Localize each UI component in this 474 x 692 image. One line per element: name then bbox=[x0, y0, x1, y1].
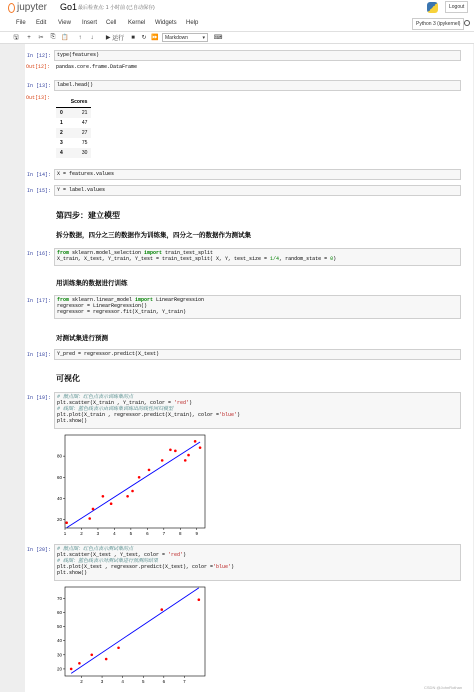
table-index: 3 bbox=[60, 140, 63, 146]
code-line: label.head() bbox=[57, 82, 94, 88]
y-tick-label: 20 bbox=[56, 517, 62, 523]
code-comment: # 线图：蓝色线表示由训练集训练出的线性回归模型 bbox=[57, 406, 174, 412]
code-string: 'red' bbox=[174, 400, 190, 406]
code-text: , random_state = bbox=[279, 256, 331, 262]
heading-visualize: 可视化 bbox=[56, 374, 80, 383]
y-tick-label: 60 bbox=[56, 474, 62, 480]
code-text: ) bbox=[189, 400, 193, 406]
menu-insert[interactable]: Insert bbox=[82, 20, 98, 26]
code-text: sklearn.model_selection bbox=[69, 250, 145, 256]
menu-kernel[interactable]: Kernel bbox=[128, 20, 146, 26]
y-tick-label: 30 bbox=[56, 652, 62, 658]
cell-prompt: In [19]: bbox=[27, 395, 52, 401]
jupyter-logo-text: jupyter bbox=[17, 2, 48, 13]
table-cell: 75 bbox=[81, 140, 88, 146]
cut-icon[interactable]: ✂ bbox=[38, 35, 44, 41]
move-down-icon[interactable]: ↓ bbox=[90, 34, 94, 41]
scatter-plot-train bbox=[55, 432, 211, 540]
menubar bbox=[0, 16, 474, 32]
output-text: pandas.core.frame.DataFrame bbox=[56, 64, 138, 70]
x-tick-label: 2 bbox=[80, 679, 83, 684]
table-row bbox=[56, 138, 91, 148]
cell-type-value: Markdown bbox=[165, 35, 189, 41]
chevron-down-icon: ▾ bbox=[202, 35, 205, 41]
output-prompt: Out[13]: bbox=[26, 95, 51, 101]
data-point bbox=[138, 476, 141, 479]
code-text: ) bbox=[183, 552, 187, 558]
code-string: 'blue' bbox=[219, 412, 238, 418]
data-point bbox=[198, 598, 201, 601]
x-tick-label: 7 bbox=[183, 679, 186, 684]
data-point bbox=[117, 646, 120, 649]
code-cell-input[interactable] bbox=[54, 50, 461, 61]
x-tick-label: 8 bbox=[179, 531, 182, 536]
notebook-name[interactable]: Go1 bbox=[60, 2, 78, 12]
keyboard-icon[interactable]: ⌨ bbox=[213, 35, 223, 41]
notebook-container bbox=[25, 44, 473, 692]
x-tick-label: 4 bbox=[113, 531, 116, 536]
y-tick-label: 60 bbox=[56, 609, 62, 615]
menu-widgets[interactable]: Widgets bbox=[155, 20, 177, 26]
code-cell-input[interactable] bbox=[54, 392, 461, 429]
table-cell: 21 bbox=[67, 108, 92, 119]
table-row bbox=[56, 118, 91, 128]
cell-prompt: In [18]: bbox=[27, 352, 52, 358]
copy-icon[interactable]: ⎘ bbox=[50, 34, 56, 40]
data-point bbox=[161, 459, 164, 462]
code-cell-input[interactable] bbox=[54, 80, 461, 91]
y-tick-label: 50 bbox=[56, 624, 62, 630]
heading-split: 拆分数据，四分之三的数据作为训练集，四分之一的数据作为测试集 bbox=[56, 232, 251, 239]
data-point bbox=[194, 440, 197, 443]
data-point bbox=[78, 662, 81, 665]
x-tick-label: 2 bbox=[80, 531, 83, 536]
scatter-plot-test bbox=[55, 584, 211, 689]
y-tick-label: 70 bbox=[56, 595, 62, 601]
code-keyword: import bbox=[144, 250, 163, 256]
table-column-header: Scores bbox=[67, 97, 92, 108]
x-tick-label: 7 bbox=[162, 531, 166, 536]
y-tick-label: 40 bbox=[56, 495, 62, 501]
code-line: plt.show() bbox=[57, 418, 88, 424]
code-line: plt.show() bbox=[57, 570, 88, 576]
code-line: type(features) bbox=[57, 52, 100, 58]
python-logo-icon bbox=[427, 2, 438, 13]
table-cell: 47 bbox=[81, 120, 88, 126]
code-number: 1/4 bbox=[270, 256, 280, 262]
code-cell-input[interactable] bbox=[54, 169, 461, 180]
menu-file[interactable]: File bbox=[16, 20, 26, 26]
cell-type-select[interactable] bbox=[162, 33, 208, 42]
code-number: 0 bbox=[330, 256, 334, 262]
y-tick-label: 80 bbox=[56, 453, 62, 459]
data-point bbox=[148, 469, 151, 472]
plot-frame bbox=[65, 587, 205, 676]
run-button[interactable]: ▶ 运行 bbox=[105, 35, 125, 42]
code-cell-input[interactable] bbox=[54, 248, 461, 266]
restart-run-icon[interactable]: ⏩ bbox=[151, 35, 159, 41]
cell-prompt: In [17]: bbox=[27, 298, 52, 304]
table-cell: 27 bbox=[67, 128, 92, 138]
x-tick-label: 6 bbox=[146, 531, 149, 536]
y-tick-label: 40 bbox=[56, 638, 62, 644]
table-row bbox=[56, 148, 91, 158]
code-text: ) bbox=[231, 564, 235, 570]
code-text: plt.scatter(X_test , Y_test, color = bbox=[57, 552, 169, 558]
toolbar bbox=[0, 32, 474, 44]
code-cell-input[interactable] bbox=[54, 185, 461, 196]
cell-prompt: In [12]: bbox=[27, 53, 52, 59]
code-line: regressor = regressor.fit(X_train, Y_train) bbox=[57, 309, 187, 315]
cell-prompt: In [16]: bbox=[27, 251, 52, 257]
data-point bbox=[65, 521, 68, 524]
watermark: CSDN @JohnRothan bbox=[424, 685, 463, 690]
data-point bbox=[174, 450, 177, 453]
data-point bbox=[105, 658, 108, 661]
code-text: sklearn.linear_model bbox=[69, 297, 136, 303]
code-cell-input[interactable] bbox=[54, 295, 461, 319]
table-index: 4 bbox=[56, 148, 67, 158]
menu-edit[interactable]: Edit bbox=[36, 20, 47, 26]
data-point bbox=[90, 654, 93, 657]
x-tick-label: 5 bbox=[141, 679, 145, 684]
cell-prompt: In [14]: bbox=[27, 172, 52, 178]
table-row bbox=[56, 128, 91, 138]
code-text: plt.plot(X_train , regressor.predict(X_train), color = bbox=[57, 412, 220, 418]
table-index: 0 bbox=[56, 108, 67, 119]
logout-button[interactable]: Logout bbox=[445, 1, 468, 13]
code-line: regressor = LinearRegression() bbox=[57, 303, 148, 309]
data-point bbox=[92, 508, 95, 511]
code-cell-input[interactable] bbox=[54, 544, 461, 581]
table-index-header bbox=[56, 97, 67, 108]
code-text: plt.plot(X_test , regressor.predict(X_test), color = bbox=[57, 564, 214, 570]
code-string: 'blue' bbox=[213, 564, 232, 570]
code-line: Y = label.values bbox=[57, 187, 106, 193]
data-point bbox=[102, 495, 105, 498]
restart-icon[interactable]: ↻ bbox=[141, 35, 147, 41]
insert-cell-icon[interactable]: + bbox=[27, 34, 31, 41]
menu-help[interactable]: Help bbox=[186, 20, 199, 26]
x-tick-label: 9 bbox=[195, 531, 199, 536]
data-point bbox=[184, 459, 187, 462]
table-row bbox=[56, 108, 91, 119]
data-point bbox=[88, 517, 91, 520]
table-index: 2 bbox=[56, 128, 67, 138]
code-text: X_train, X_test, Y_train, Y_test = train_test_split( X, Y, test_size = bbox=[57, 256, 271, 262]
kernel-indicator: Python 3 (ipykernel) bbox=[412, 18, 464, 30]
cell-prompt: In [20]: bbox=[27, 547, 52, 553]
save-icon[interactable]: 🖫 bbox=[13, 34, 19, 41]
code-text: train_test_split bbox=[162, 250, 214, 256]
data-point bbox=[199, 446, 202, 449]
data-point bbox=[70, 668, 73, 671]
code-text: ) bbox=[237, 412, 241, 418]
code-string: 'red' bbox=[168, 552, 184, 558]
code-cell-input[interactable] bbox=[54, 349, 461, 360]
code-line: Y_pred = regressor.predict(X_test) bbox=[57, 351, 160, 357]
cell-prompt: In [15]: bbox=[27, 188, 52, 194]
data-point bbox=[110, 502, 113, 505]
code-keyword: from bbox=[57, 297, 70, 303]
table-cell: 30 bbox=[67, 148, 92, 158]
output-prompt: Out[12]: bbox=[26, 64, 51, 70]
x-tick-label: 4 bbox=[121, 679, 124, 684]
data-point bbox=[131, 490, 134, 493]
header bbox=[0, 0, 474, 16]
stop-icon[interactable]: ■ bbox=[131, 34, 135, 41]
code-keyword: import bbox=[135, 297, 154, 303]
run-label: 运行 bbox=[112, 36, 125, 42]
x-tick-label: 5 bbox=[129, 531, 133, 536]
heading-train: 用训练集的数据进行训练 bbox=[56, 280, 128, 287]
kernel-status-icon bbox=[464, 20, 470, 26]
paste-icon[interactable]: 📋 bbox=[61, 35, 69, 41]
move-up-icon[interactable]: ↑ bbox=[78, 34, 82, 41]
code-comment: # 散点图：红色点表示训练集的点 bbox=[57, 394, 134, 400]
dataframe-table bbox=[56, 97, 91, 158]
code-comment: # 散点图：红色点表示测试集的点 bbox=[57, 546, 134, 552]
cell-prompt: In [13]: bbox=[27, 83, 52, 89]
heading-step4: 第四步：建立模型 bbox=[56, 211, 120, 220]
heading-predict: 对测试集进行预测 bbox=[56, 335, 108, 342]
x-tick-label: 3 bbox=[96, 531, 100, 536]
x-tick-label: 1 bbox=[63, 531, 67, 536]
y-tick-label: 20 bbox=[56, 666, 62, 672]
x-tick-label: 6 bbox=[162, 679, 166, 684]
data-point bbox=[187, 454, 190, 457]
jupyter-logo-icon bbox=[8, 3, 15, 13]
table-index: 1 bbox=[60, 120, 63, 126]
code-keyword: from bbox=[57, 250, 70, 256]
plot-frame bbox=[65, 435, 205, 528]
data-point bbox=[169, 448, 172, 451]
code-text: plt.scatter(X_train , Y_train, color = bbox=[57, 400, 175, 406]
code-text: ) bbox=[333, 256, 337, 262]
code-line: X = features.values bbox=[57, 171, 115, 177]
data-point bbox=[126, 495, 129, 498]
jupyter-logo[interactable] bbox=[8, 2, 47, 13]
checkpoint-status: 最后检查点: 1 小时前 (已自动保存) bbox=[78, 5, 155, 11]
code-comment: # 线图：蓝色线表示对测试集进行预测的结果 bbox=[57, 558, 159, 564]
code-text: LinearRegression bbox=[153, 297, 205, 303]
menu-cell[interactable]: Cell bbox=[106, 20, 117, 26]
menu-view[interactable]: View bbox=[58, 20, 71, 26]
x-tick-label: 3 bbox=[100, 679, 104, 684]
data-point bbox=[160, 608, 163, 611]
